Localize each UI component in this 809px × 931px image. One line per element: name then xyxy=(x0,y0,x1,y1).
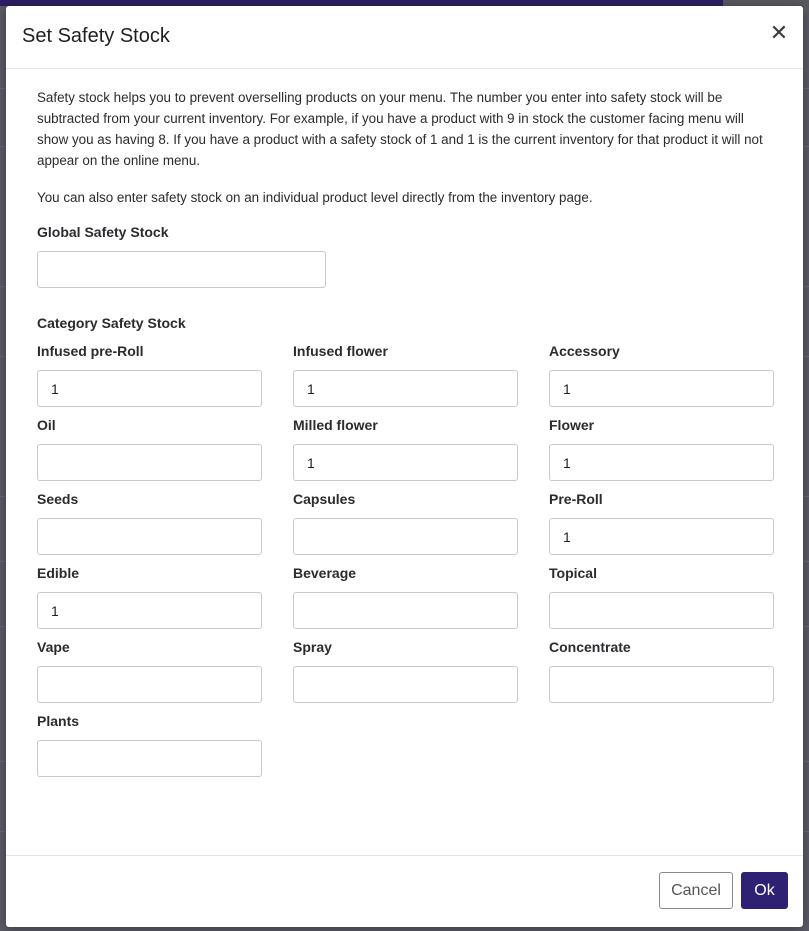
category-input-pre-roll[interactable] xyxy=(549,518,774,555)
category-input-seeds[interactable] xyxy=(37,518,262,555)
category-input-topical[interactable] xyxy=(549,592,774,629)
category-label: Seeds xyxy=(37,491,79,507)
category-cell xyxy=(37,713,262,777)
category-cell xyxy=(549,417,774,481)
category-input-flower[interactable] xyxy=(549,444,774,481)
category-label: Milled flower xyxy=(293,417,378,433)
category-input-vape[interactable] xyxy=(37,666,262,703)
category-cell xyxy=(549,565,774,629)
category-cell xyxy=(37,639,262,703)
category-input-accessory[interactable] xyxy=(549,370,774,407)
category-label: Flower xyxy=(549,417,595,433)
modal-footer xyxy=(6,855,803,927)
modal-body xyxy=(6,69,803,777)
category-label: Capsules xyxy=(293,491,356,507)
category-label: Accessory xyxy=(549,343,620,359)
category-cell xyxy=(37,343,262,407)
category-cell xyxy=(37,417,262,481)
category-label: Concentrate xyxy=(549,639,631,655)
category-cell xyxy=(549,343,774,407)
category-input-infused-pre-roll[interactable] xyxy=(37,370,262,407)
modal-header xyxy=(6,6,803,69)
category-input-oil[interactable] xyxy=(37,444,262,481)
modal-title: Set Safety Stock xyxy=(22,25,170,47)
category-cell xyxy=(37,491,262,555)
category-cell xyxy=(293,639,518,703)
category-cell xyxy=(293,491,518,555)
category-cell xyxy=(549,491,774,555)
ok-button[interactable]: Ok xyxy=(741,872,788,909)
category-cell xyxy=(293,343,518,407)
safety-stock-modal xyxy=(6,6,803,927)
category-label: Edible xyxy=(37,565,80,581)
description-text: Safety stock helps you to prevent overselling products on your menu. The number you enter into safety stock will be subtracted from your current inventory. For example, if you have a product with 9 in stock the customer facing menu will show you as having 8. If you have a product with a safety stock of 1 and 1 is the current inventory for that product it will not appear on the online menu. xyxy=(37,90,763,168)
description-secondary-text: You can also enter safety stock on an individual product level directly from the inventory page. xyxy=(37,190,593,205)
global-safety-stock-label: Global Safety Stock xyxy=(37,224,169,240)
cancel-button[interactable]: Cancel xyxy=(659,872,733,909)
category-label: Beverage xyxy=(293,565,357,581)
category-input-plants[interactable] xyxy=(37,740,262,777)
category-cell xyxy=(549,639,774,703)
category-input-edible[interactable] xyxy=(37,592,262,629)
category-input-milled-flower[interactable] xyxy=(293,444,518,481)
category-input-concentrate[interactable] xyxy=(549,666,774,703)
category-label: Infused flower xyxy=(293,343,388,359)
category-label: Pre-Roll xyxy=(549,491,603,507)
category-input-capsules[interactable] xyxy=(293,518,518,555)
global-safety-stock-input[interactable] xyxy=(37,251,326,288)
close-icon[interactable]: ✕ xyxy=(769,20,789,45)
category-label: Vape xyxy=(37,639,70,655)
category-input-beverage[interactable] xyxy=(293,592,518,629)
category-label: Oil xyxy=(37,417,56,433)
category-cell xyxy=(293,565,518,629)
category-grid xyxy=(37,343,772,777)
category-cell xyxy=(293,417,518,481)
category-safety-stock-heading: Category Safety Stock xyxy=(37,315,186,331)
category-label: Topical xyxy=(549,565,597,581)
category-input-infused-flower[interactable] xyxy=(293,370,518,407)
category-label: Infused pre-Roll xyxy=(37,343,144,359)
category-label: Spray xyxy=(293,639,332,655)
category-input-spray[interactable] xyxy=(293,666,518,703)
category-cell xyxy=(37,565,262,629)
category-label: Plants xyxy=(37,713,80,729)
